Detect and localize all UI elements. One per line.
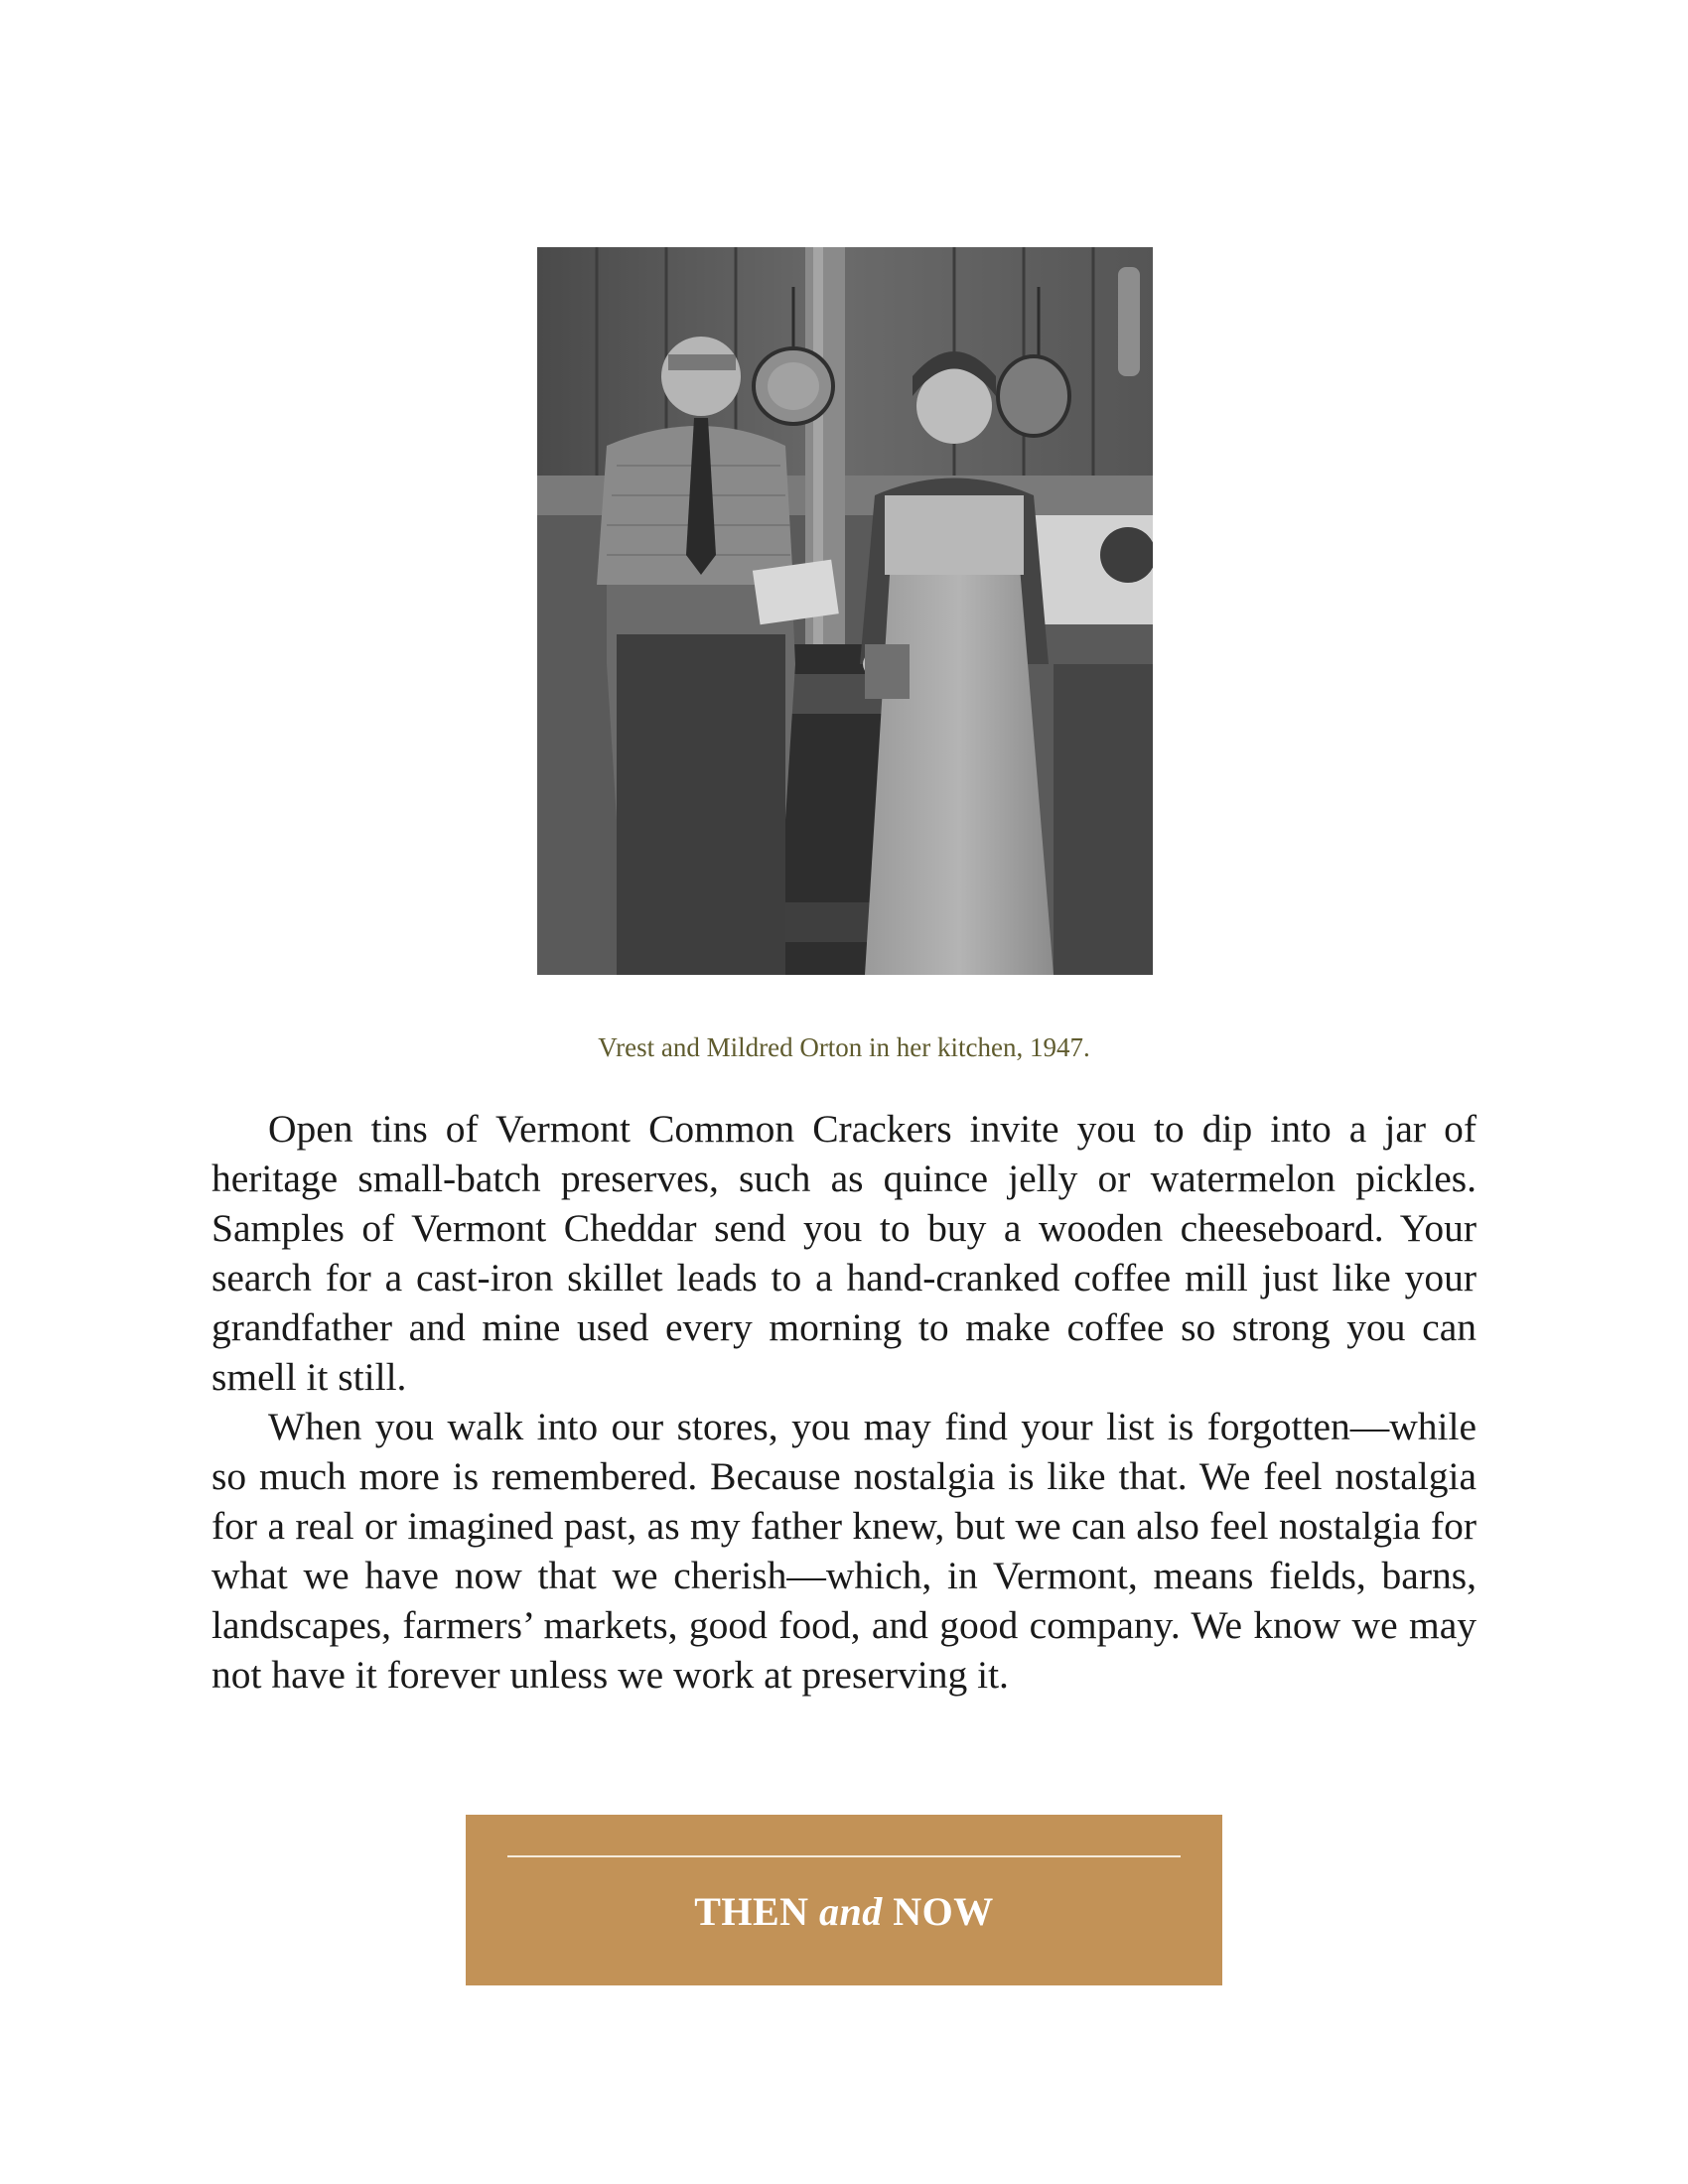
- banner-title: [466, 1888, 1222, 1935]
- historic-kitchen-photo: [537, 247, 1153, 975]
- banner-title-then: THEN: [694, 1889, 809, 1934]
- then-and-now-banner: [466, 1815, 1222, 1985]
- banner-divider: [507, 1855, 1181, 1857]
- banner-title-and: and: [819, 1889, 883, 1934]
- paragraph: Open tins of Vermont Common Crackers invite you to dip into a jar of heritage small-batch preserves, such as quince jelly or watermelon pickles. Samples of Vermont Cheddar send you to buy a wooden cheeseboard. Your search for a cast-iron skillet leads to a hand-cranked coffee mill just like your grandfather and mine used every morning to make coffee so strong you can smell it still.: [211, 1107, 1477, 1399]
- photo-caption: Vrest and Mildred Orton in her kitchen, 1947.: [598, 1032, 1090, 1062]
- body-text: [211, 1104, 1477, 1700]
- paragraph: When you walk into our stores, you may find your list is forgotten—while so much more is remembered. Because nostalgia is like that. We feel nostalgia for a real or imagined past, as my father knew, but we can also feel nostalgia for what we have now that we cherish—which, in Vermont, means fields, barns, landscapes, farmers’ markets, good food, and good company. We know we may not have it forever unless we work at preserving it.: [211, 1405, 1477, 1697]
- banner-title-now: NOW: [893, 1889, 994, 1934]
